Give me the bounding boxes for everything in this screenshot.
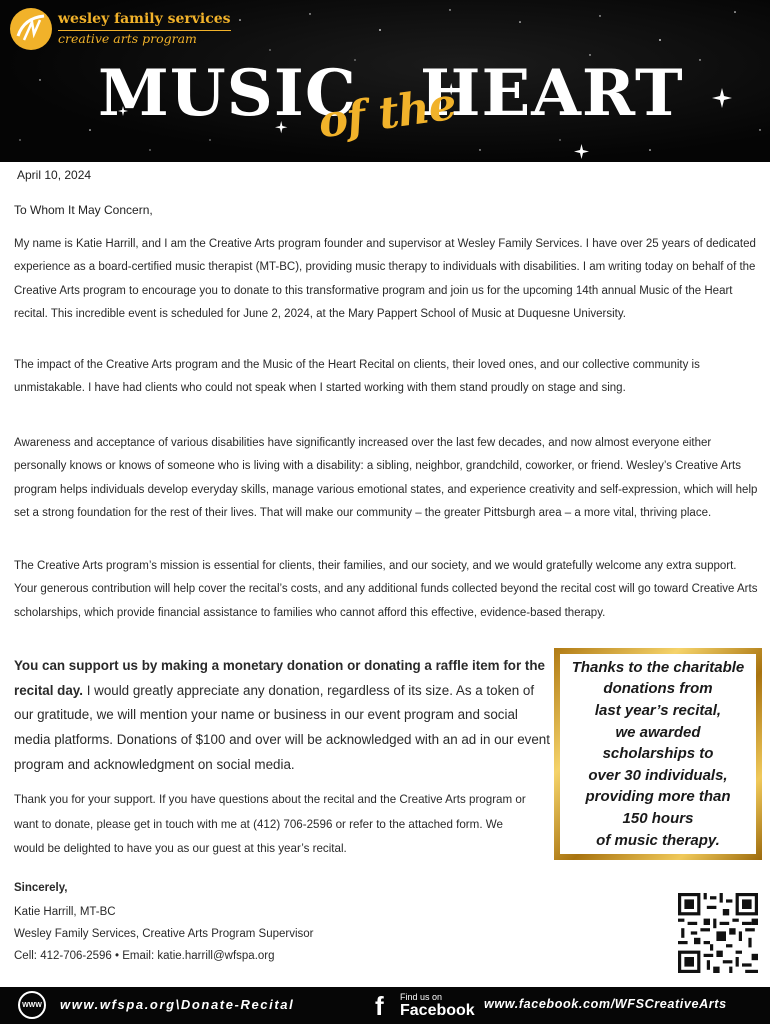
wesley-logo-icon [10,8,52,50]
signature-title: Wesley Family Services, Creative Arts Program Supervisor [14,928,314,940]
header-banner [0,0,770,162]
signature-name: Katie Harrill, MT-BC [14,906,116,918]
support-details-text: I would greatly appreciate any donation, regardless of its size. As a token of our gratitude, we will mention your name or business in our event program and social media platforms. Donations of $100 and over will be acknowledged with an ad in our event program and acknowledgment on social media. [14,682,550,772]
footer-bar [0,987,770,1024]
facebook-link[interactable]: www.facebook.com/WFSCreativeArts [484,997,727,1011]
facebook-wordmark[interactable]: Facebook [400,1002,475,1019]
title-music: MUSIC [98,56,357,131]
callout-line: last year’s recital, [594,702,722,720]
support-callout-text: You can support us by making a monetary donation or donating a raffle item for the recital day. [14,658,545,698]
callout-line: we awarded [615,723,701,741]
callout-line: scholarships to [602,745,714,763]
callout-line: providing more than [585,788,731,806]
letter-salutation: To Whom It May Concern, [14,203,153,217]
brand-name: wesley family services [58,11,231,28]
title-heart: HEART [420,56,684,131]
signature-contact: Cell: 412-706-2596 • Email: katie.harrill@wfspa.org [14,950,275,962]
brand-subtitle: creative arts program [58,30,231,46]
globe-icon [18,991,46,1019]
callout-line: donations from [603,680,713,698]
paragraph-impact: The impact of the Creative Arts program and the Music of the Heart Recital on clients, their loved ones, and our collective community is unmistakable. I have had clients who could not speak when I started working with them stand proudly on stage and sing. [14,359,700,395]
globe-label: WWW [22,1001,42,1009]
signature-closing: Sincerely, [14,882,68,894]
callout-line: of music therapy. [596,831,720,849]
scholarship-callout-box [554,648,762,860]
title-of-the: of the [315,78,459,149]
donate-link[interactable]: www.wfspa.org\Donate-Recital [60,997,295,1012]
callout-line: Thanks to the charitable [571,658,745,676]
paragraph-awareness: Awareness and acceptance of various disabilities have significantly increased over the last few decades, and now almost everyone either personally knows or knows of someone who is living with a disability: a sibling, neighbor, grandchild, coworker, or friend. Wesley’s Creative Arts program helps individuals develop everyday skills, manage various emotional states, and experience creativity and self-expression, which will help set a strong foundation for the rest of their lives. That will make our community – the greater Pittsburgh area – a more vital, thriving place. [14,437,758,519]
paragraph-intro: My name is Katie Harrill, and I am the Creative Arts program founder and supervisor at Wesley Family Services. I have over 25 years of dedicated experience as a board-certified music therapist (MT-BC), providing music therapy to individuals with disabilities. I am writing today on behalf of the Creative Arts program to encourage you to donate to this transformative program and join us for the upcoming 14th annual Music of the Heart recital. This incredible event is scheduled for June 2, 2024, at the Mary Pappert School of Music at Duquesne University. [14,238,756,320]
facebook-find-us: Find us on [400,992,443,1002]
facebook-icon[interactable]: f [375,991,384,1021]
paragraph-support [14,654,554,778]
paragraph-mission: The Creative Arts program’s mission is essential for clients, their families, and our society, and we would gratefully welcome any extra support. Your generous contribution will help cover the recital’s costs, and any additional funds collected beyond the recital cost will go toward Creative Arts scholarships, which provide financial assistance to families who cannot afford this effective, evidence-based therapy. [14,560,758,619]
paragraph-thanks: Thank you for your support. If you have questions about the recital and the Creative Arts program or want to donate, please get in touch with me at (412) 706-2596 or refer to the attached form. We would be delighted to have you as our guest at this year’s recital. [14,793,526,855]
brand-lockup [10,8,231,50]
callout-line: over 30 individuals, [588,766,728,784]
qr-code-icon[interactable] [678,893,758,973]
callout-text [560,654,756,854]
callout-line: 150 hours [622,809,694,827]
letter-date: April 10, 2024 [17,168,92,182]
